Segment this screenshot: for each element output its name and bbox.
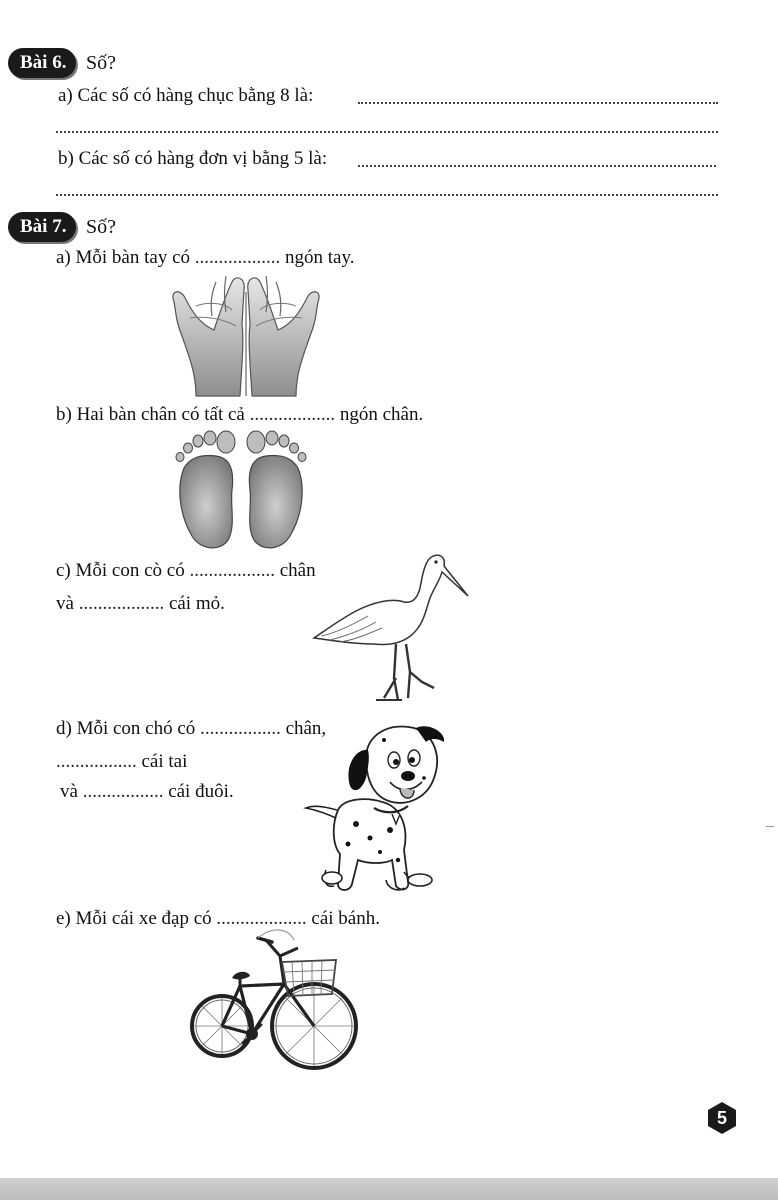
exercise-7d-unit-tail: cái đuôi.: [168, 781, 234, 802]
exercise-7c-and: và: [56, 593, 74, 614]
exercise-7d-blank-tail[interactable]: .................: [82, 781, 164, 802]
exercise-6b-answer-line[interactable]: [358, 165, 716, 167]
cupped-hands-icon: [166, 272, 326, 396]
exercise-7d-and: và: [60, 781, 78, 802]
exercise-7d-unit-legs: chân,: [285, 718, 327, 739]
exercise-7a-line: [56, 246, 355, 270]
page-number: 5: [716, 1108, 727, 1128]
exercise-7d-unit-ears: cái tai: [141, 751, 188, 772]
feet-soles-icon: [170, 428, 312, 552]
exercise-7e-unit: cái bánh.: [311, 908, 380, 929]
dalmatian-puppy-icon: [304, 720, 450, 898]
exercise-6a-prompt: a) Các số có hàng chục bằng 8 là:: [58, 85, 314, 106]
exercise-6-badge: Bài 6.: [8, 48, 76, 78]
exercise-7d-line-2: [56, 750, 187, 774]
exercise-7a-blank[interactable]: ..................: [194, 247, 281, 268]
exercise-7-title: Số?: [86, 216, 116, 238]
exercise-7b-blank[interactable]: ..................: [249, 404, 336, 425]
exercise-7d-line-1: [56, 717, 326, 741]
bicycle-icon: [188, 926, 360, 1072]
exercise-6a-answer-line-2[interactable]: [56, 131, 718, 133]
exercise-7d-blank-legs[interactable]: .................: [200, 718, 281, 739]
exercise-7c-prompt: c) Mỗi con cò có: [56, 560, 185, 581]
exercise-7c-unit-legs: chân: [279, 560, 316, 581]
edge-mark: [766, 826, 774, 827]
exercise-6b-answer-line-2[interactable]: [56, 194, 718, 196]
exercise-7d-line-3: [60, 780, 234, 804]
exercise-7e-blank[interactable]: ...................: [216, 908, 307, 929]
exercise-7d-prompt: d) Mỗi con chó có: [56, 718, 196, 739]
exercise-7b-unit: ngón chân.: [339, 404, 424, 425]
exercise-7-badge: Bài 7.: [8, 212, 76, 242]
stork-icon: [312, 548, 472, 710]
exercise-6b-prompt: b) Các số có hàng đơn vị bằng 5 là:: [58, 148, 328, 169]
exercise-7c-blank-legs[interactable]: ..................: [189, 560, 275, 581]
exercise-7d-blank-ears[interactable]: .................: [56, 751, 137, 772]
exercise-7e-prompt: e) Mỗi cái xe đạp có: [56, 908, 212, 929]
exercise-7a-prompt: a) Mỗi bàn tay có: [56, 247, 191, 268]
exercise-7c-line-1: [56, 559, 316, 583]
exercise-7b-prompt: b) Hai bàn chân có tất cả: [56, 404, 245, 425]
exercise-6a-answer-line[interactable]: [358, 102, 718, 104]
exercise-7b-line: [56, 403, 423, 427]
exercise-7c-line-2: [56, 592, 225, 616]
exercise-6-title: Số?: [86, 52, 116, 74]
exercise-7c-unit-beak: cái mỏ.: [168, 593, 225, 614]
exercise-7a-unit: ngón tay.: [285, 247, 355, 268]
page-footer-bar: [0, 1178, 778, 1200]
exercise-7c-blank-beak[interactable]: ..................: [78, 593, 165, 614]
